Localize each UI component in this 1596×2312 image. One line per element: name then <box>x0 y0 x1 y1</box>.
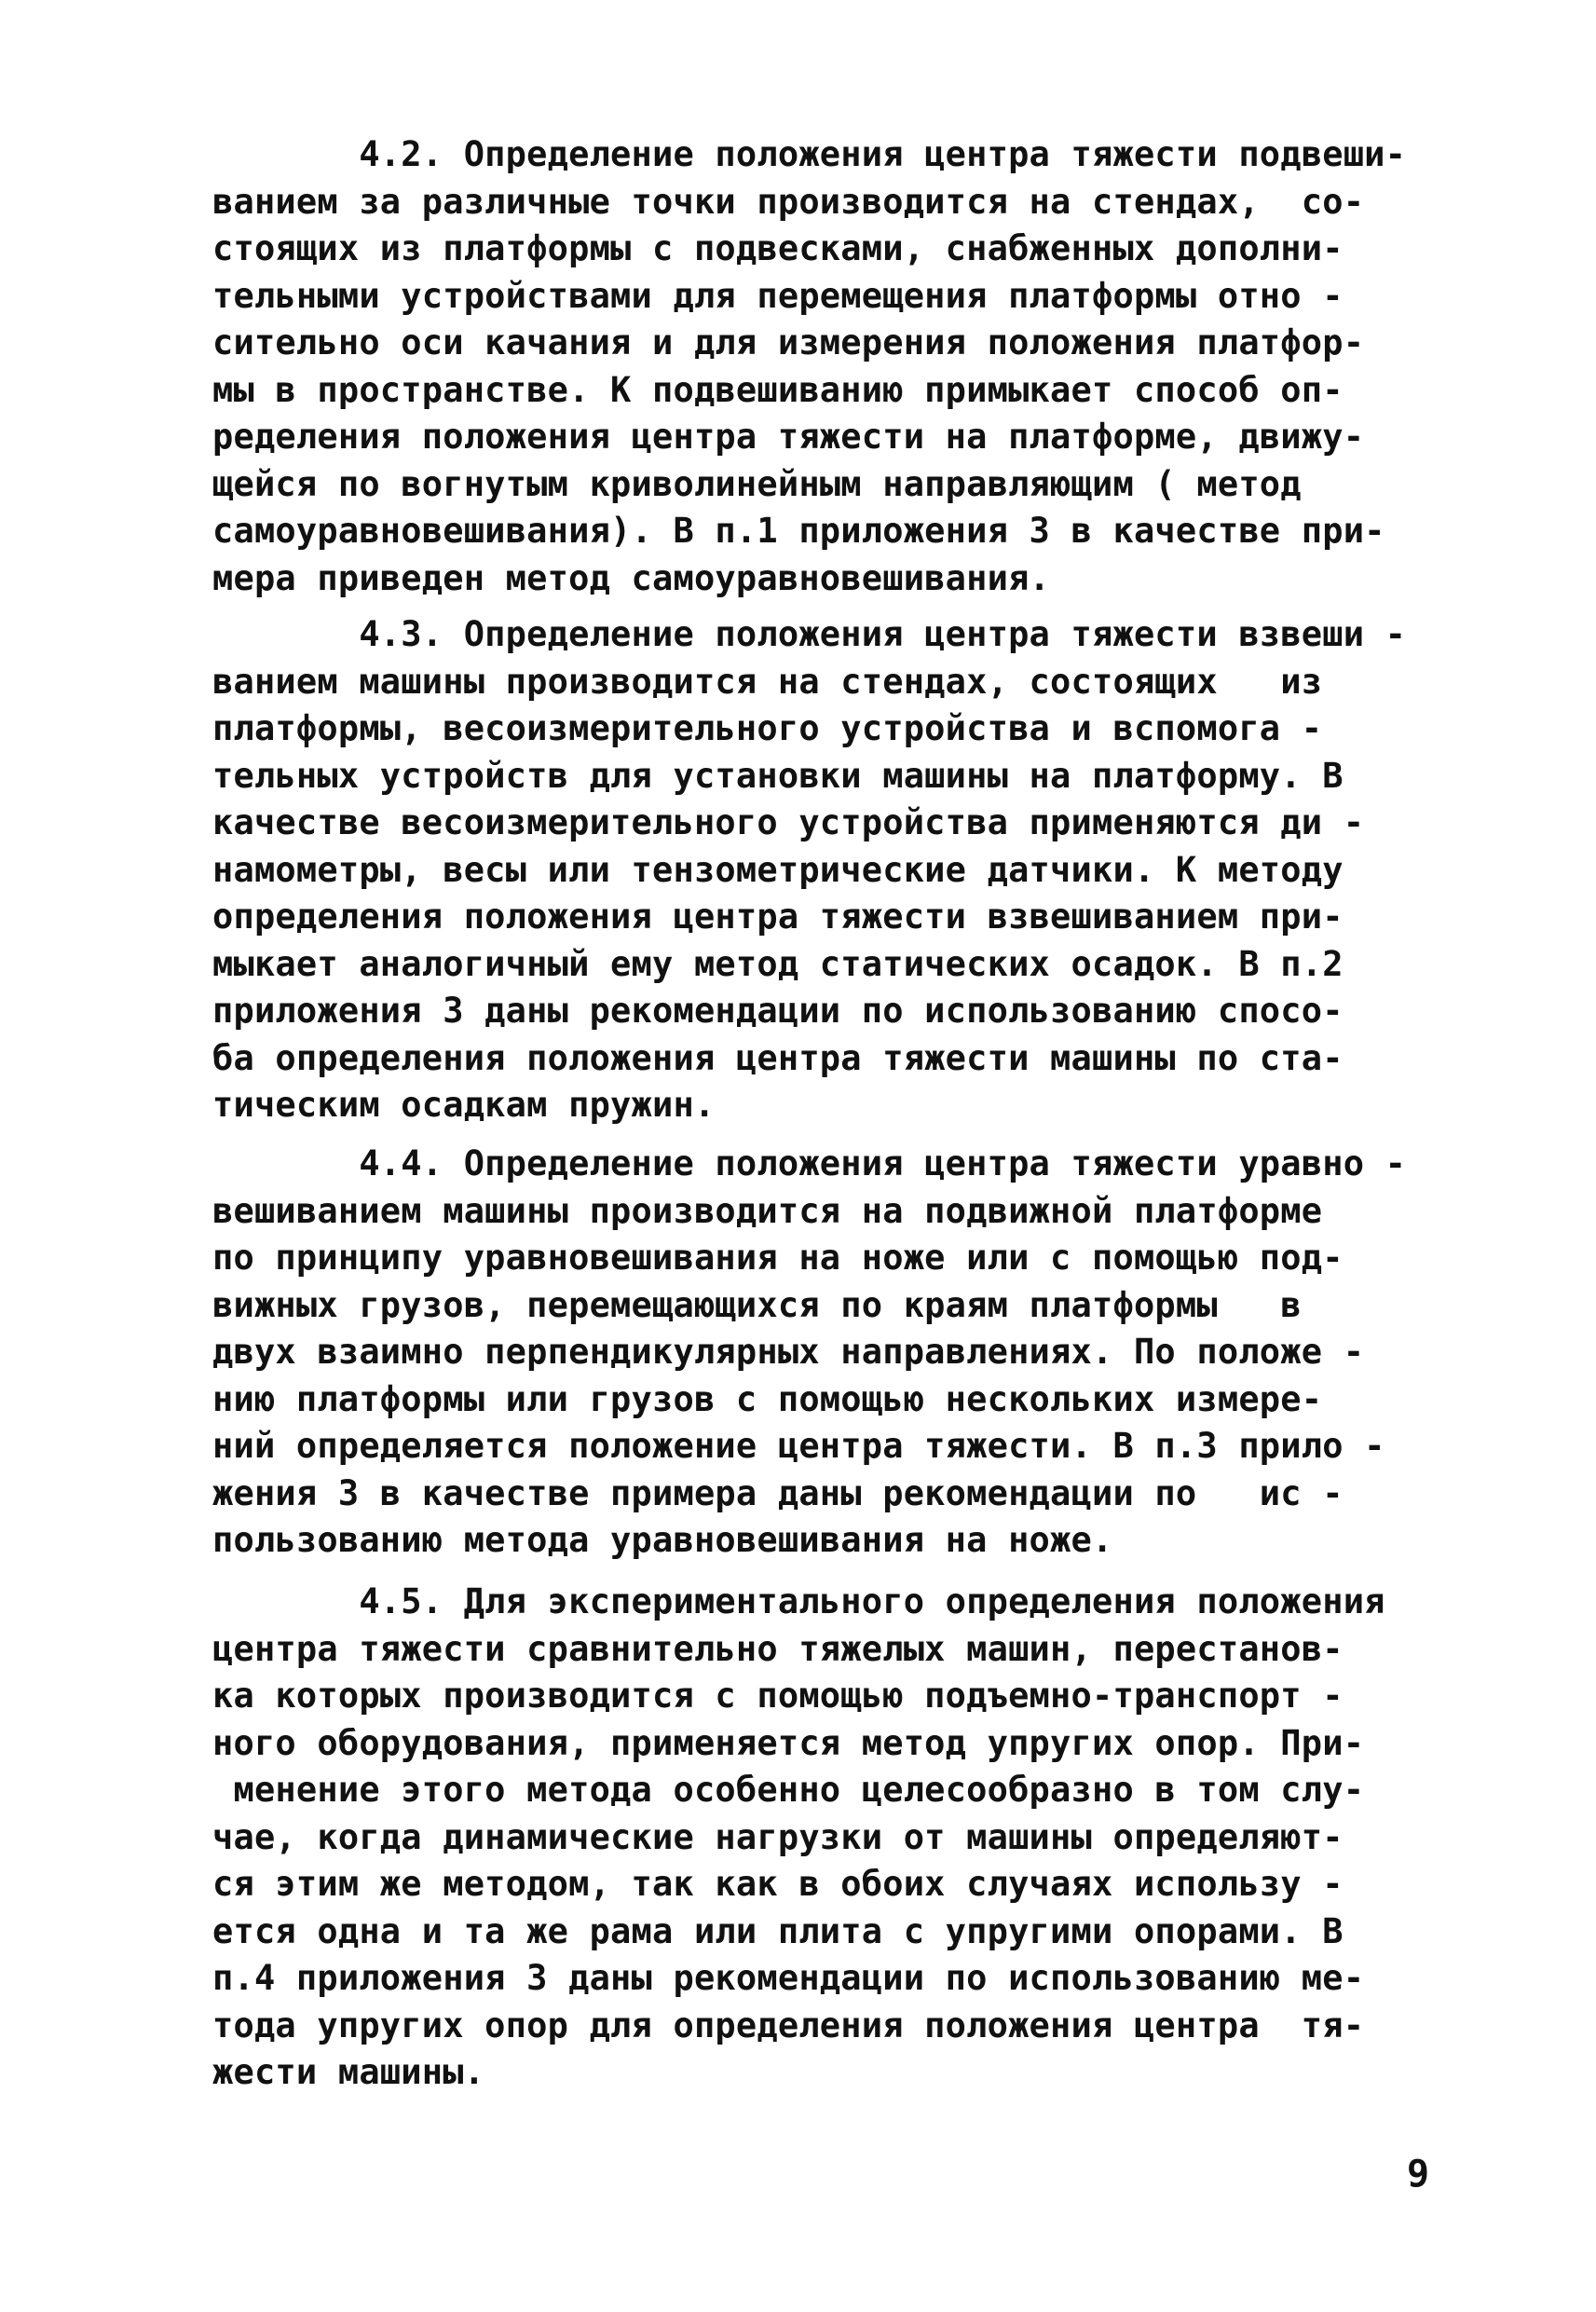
text-line: тельными устройствами для перемещения платформы отно - <box>212 275 1344 316</box>
text-line: 4.4. Определение положения центра тяжести уравно - <box>212 1143 1407 1183</box>
text-line: самоуравновешивания). В п.1 приложения 3 в качестве при- <box>212 511 1385 551</box>
text-line: мыкает аналогичный ему метод статических осадок. В п.2 <box>212 943 1344 984</box>
text-line: мы в пространстве. К подвешиванию примыкает способ оп- <box>212 369 1344 410</box>
text-line: жести машины. <box>212 2052 485 2092</box>
paragraph-4-5 <box>212 1579 1461 2097</box>
paragraph-4-4 <box>212 1141 1461 1565</box>
paragraph-4-3 <box>212 611 1461 1129</box>
text-line: вижных грузов, перемещающихся по краям платформы в <box>212 1284 1302 1325</box>
text-line: 4.2. Определение положения центра тяжести подвеши- <box>212 134 1407 174</box>
text-line: щейся по вогнутым криволинейным направляющим ( метод <box>212 463 1302 504</box>
text-line: ний определяется положение центра тяжести. В п.3 прило - <box>212 1426 1385 1466</box>
text-line: ванием за различные точки производится на стендах, со- <box>212 181 1365 222</box>
text-line: менение этого метода особенно целесообразно в том слу- <box>212 1770 1365 1810</box>
text-line: центра тяжести сравнительно тяжелых машин, перестанов- <box>212 1628 1344 1669</box>
text-line: нию платформы или грузов с помощью нескольких измере- <box>212 1378 1323 1419</box>
text-line: платформы, весоизмерительного устройства и вспомога - <box>212 708 1323 748</box>
text-line: качестве весоизмерительного устройства применяются ди - <box>212 802 1365 842</box>
text-line: тельных устройств для установки машины на платформу. В <box>212 755 1344 796</box>
text-line: стоящих из платформы с подвесками, снабженных дополни- <box>212 228 1344 268</box>
text-line: ба определения положения центра тяжести машины по ста- <box>212 1037 1344 1078</box>
text-line: приложения 3 даны рекомендации по использованию спосо- <box>212 991 1344 1031</box>
text-line: вешиванием машины производится на подвижной платформе <box>212 1190 1323 1231</box>
text-line: ванием машины производится на стендах, состоящих из <box>212 661 1323 702</box>
text-line: ется одна и та же рама или плита с упругими опорами. В <box>212 1910 1344 1951</box>
page-number: 9 <box>1407 2153 1430 2196</box>
text-line: по принципу уравновешивания на ноже или с помощью под- <box>212 1238 1344 1278</box>
text-line: пользованию метода уравновешивания на ноже. <box>212 1520 1113 1560</box>
text-line: ка которых производится с помощью подъемно-транспорт - <box>212 1676 1344 1716</box>
text-line: определения положения центра тяжести взвешиванием при- <box>212 896 1344 937</box>
text-line: 4.5. Для экспериментального определения положения <box>212 1581 1385 1621</box>
text-line: 4.3. Определение положения центра тяжести взвеши - <box>212 614 1407 654</box>
text-line: ределения положения центра тяжести на платформе, движу- <box>212 417 1365 457</box>
text-line: намометры, весы или тензометрические датчики. К методу <box>212 849 1344 890</box>
paragraph-4-2 <box>212 131 1461 602</box>
text-line: п.4 приложения 3 даны рекомендации по использованию ме- <box>212 1958 1365 1998</box>
text-line: чае, когда динамические нагрузки от машины определяют- <box>212 1816 1344 1857</box>
text-line: жения 3 в качестве примера даны рекомендации по ис - <box>212 1472 1344 1513</box>
text-line: сительно оси качания и для измерения положения платфор- <box>212 322 1365 363</box>
text-line: ся этим же методом, так как в обоих случаях использу - <box>212 1864 1344 1904</box>
text-line: мера приведен метод самоуравновешивания. <box>212 557 1051 598</box>
text-line: тода упругих опор для определения положения центра тя- <box>212 2004 1365 2045</box>
text-line: двух взаимно перпендикулярных направлениях. По положе - <box>212 1332 1365 1372</box>
text-line: тическим осадкам пружин. <box>212 1085 716 1125</box>
text-line: ного оборудования, применяется метод упругих опор. При- <box>212 1722 1365 1763</box>
